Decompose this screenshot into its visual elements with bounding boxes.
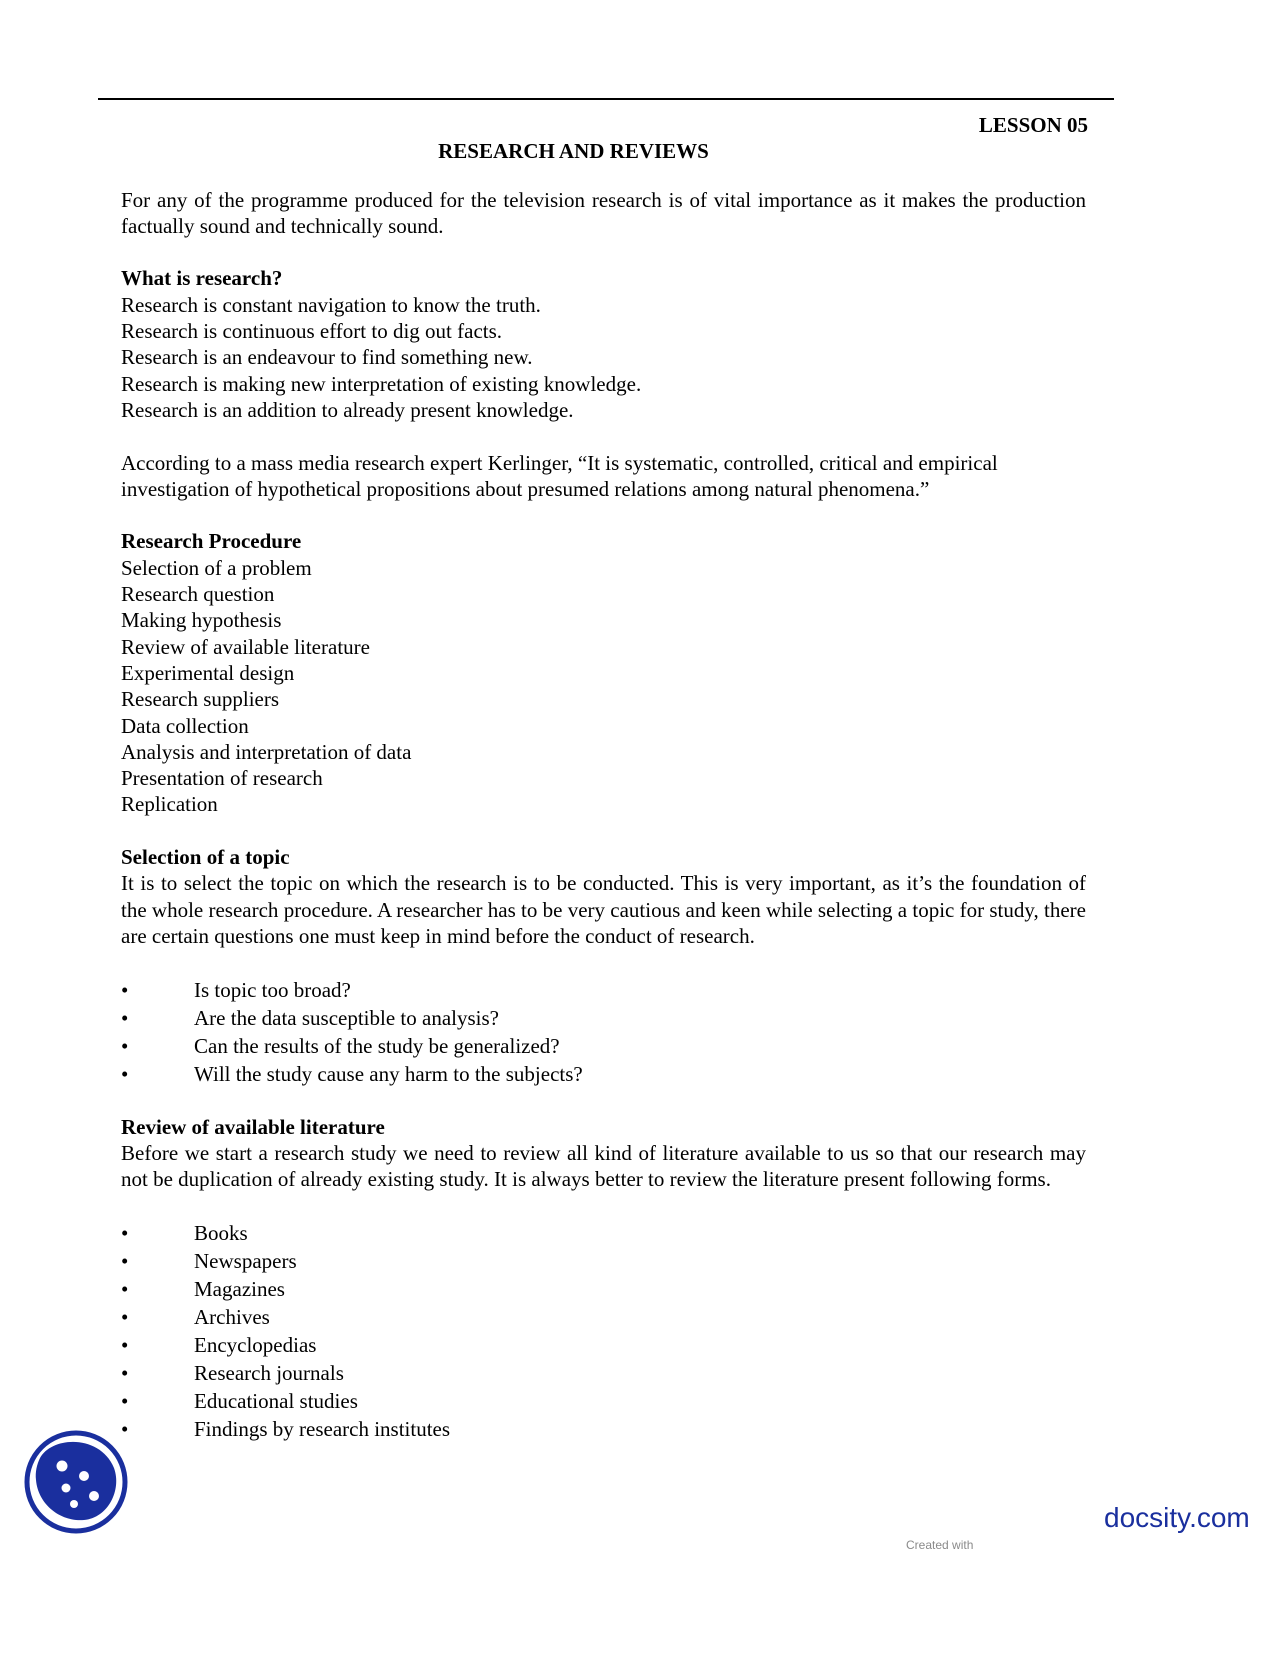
bullet-icon: •: [121, 1061, 129, 1086]
review-literature-heading: Review of available literature: [121, 1114, 385, 1139]
definition-line: Research is constant navigation to know the truth.: [121, 292, 541, 317]
spacer: [121, 1088, 1086, 1114]
list-item-text: Can the results of the study be generalized?: [194, 1033, 560, 1058]
list-item: [121, 1219, 1086, 1247]
list-item-text: Archives: [194, 1304, 270, 1329]
list-item-text: Magazines: [194, 1276, 285, 1301]
spacer: [121, 949, 1086, 975]
procedure-step: Review of available literature: [121, 634, 370, 659]
procedure-step: Presentation of research: [121, 766, 323, 791]
kerlinger-quote: According to a mass media research expert Kerlinger, “It is systematic, controlled, critical and empirical investigation of hypothetical propositions about presumed relations among natural phenomena.”: [121, 450, 998, 501]
bullet-icon: •: [121, 1220, 129, 1245]
list-item-text: Newspapers: [194, 1248, 297, 1273]
spacer: [121, 423, 1086, 449]
procedure-step: Analysis and interpretation of data: [121, 739, 412, 764]
bullet-icon: •: [121, 1360, 129, 1385]
document-body: [121, 112, 1086, 1443]
bullet-icon: •: [121, 1248, 129, 1273]
bullet-icon: •: [121, 1332, 129, 1357]
list-item: [121, 1387, 1086, 1415]
definition-line: Research is making new interpretation of existing knowledge.: [121, 371, 642, 396]
list-item-text: Research journals: [194, 1360, 344, 1385]
intro-paragraph: For any of the programme produced for the television research is of vital importance as it makes the production factually sound and technically sound.: [121, 187, 1086, 238]
procedure-step: Making hypothesis: [121, 608, 282, 633]
created-with-label: Created with: [906, 1538, 974, 1552]
list-item: [121, 1303, 1086, 1331]
spacer: [121, 1193, 1086, 1219]
list-item-text: Encyclopedias: [194, 1332, 317, 1357]
list-item-text: Will the study cause any harm to the subjects?: [194, 1061, 583, 1086]
topic-paragraph: It is to select the topic on which the research is to be conducted. This is very important, as it’s the foundation of the whole research procedure. A researcher has to be very cautious and keen while selecting a topic for study, there are certain questions one must keep in mind before the conduct of research.: [121, 871, 1086, 948]
spacer: [121, 502, 1086, 528]
procedure-step: Data collection: [121, 713, 249, 738]
literature-paragraph: Before we start a research study we need to review all kind of literature available to us so that our research may not be duplication of already existing study. It is always better to review the literature present following forms.: [121, 1141, 1086, 1192]
brand-link[interactable]: docsity.com: [1104, 1502, 1250, 1533]
procedure-step: Experimental design: [121, 660, 295, 685]
list-item: [121, 1060, 1086, 1088]
list-item: [121, 1359, 1086, 1387]
top-rule: [98, 98, 1114, 100]
bullet-icon: •: [121, 1416, 129, 1441]
spacer: [121, 239, 1086, 265]
bullet-icon: •: [121, 977, 129, 1002]
bullet-icon: •: [121, 1388, 129, 1413]
docsity-logo-icon[interactable]: [22, 1428, 130, 1536]
page-title: RESEARCH AND REVIEWS: [438, 139, 709, 164]
list-item: [121, 1247, 1086, 1275]
research-procedure-heading: Research Procedure: [121, 529, 302, 554]
what-is-research-heading: What is research?: [121, 266, 283, 291]
spacer: [121, 165, 1086, 187]
list-item-text: Are the data susceptible to analysis?: [194, 1005, 499, 1030]
procedure-step: Research question: [121, 582, 275, 607]
procedure-step: Research suppliers: [121, 687, 280, 712]
literature-forms-list: [121, 1219, 1086, 1443]
bullet-icon: •: [121, 1276, 129, 1301]
list-item-text: Books: [194, 1220, 248, 1245]
list-item-text: Findings by research institutes: [194, 1416, 451, 1441]
list-item: [121, 1004, 1086, 1032]
selection-of-topic-heading: Selection of a topic: [121, 845, 290, 870]
bullet-icon: •: [121, 1304, 129, 1329]
list-item: [121, 976, 1086, 1004]
bullet-icon: •: [121, 1033, 129, 1058]
procedure-step: Replication: [121, 792, 218, 817]
definition-line: Research is an addition to already present knowledge.: [121, 397, 574, 422]
definition-line: Research is an endeavour to find something new.: [121, 345, 533, 370]
bullet-icon: •: [121, 1005, 129, 1030]
list-item-text: Educational studies: [194, 1388, 358, 1413]
procedure-step: Selection of a problem: [121, 555, 312, 580]
list-item: [121, 1415, 1086, 1443]
topic-questions-list: [121, 976, 1086, 1088]
list-item: [121, 1275, 1086, 1303]
list-item: [121, 1032, 1086, 1060]
spacer: [121, 818, 1086, 844]
list-item: [121, 1331, 1086, 1359]
list-item-text: Is topic too broad?: [194, 977, 351, 1002]
lesson-number: LESSON 05: [978, 113, 1088, 137]
definition-line: Research is continuous effort to dig out facts.: [121, 319, 503, 344]
